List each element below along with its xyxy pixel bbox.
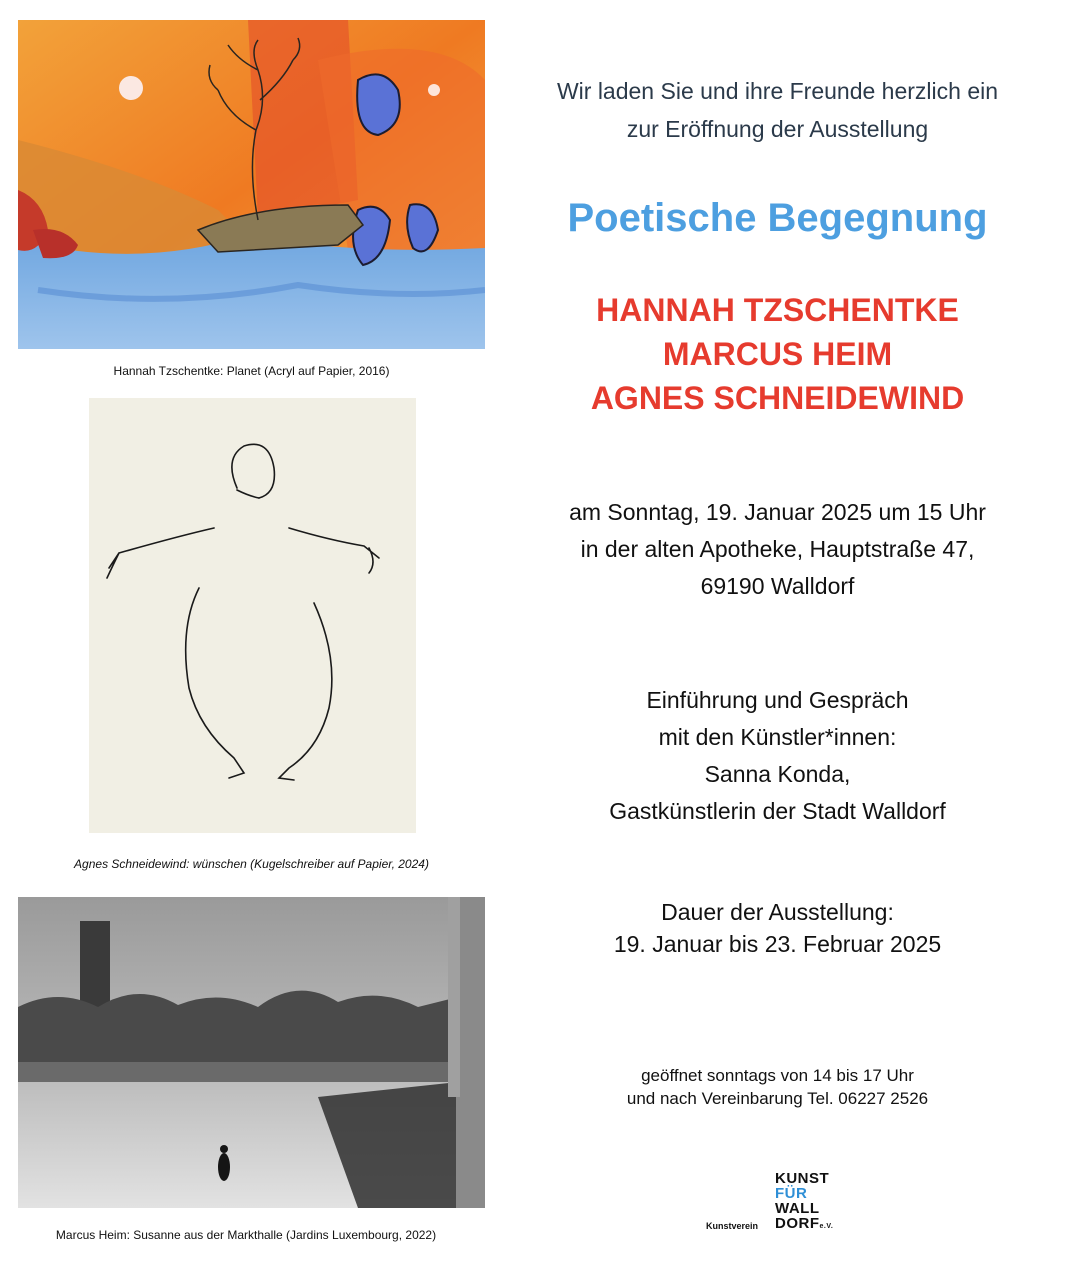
drawing-wuenschen: [89, 398, 416, 833]
event-date: am Sonntag, 19. Januar 2025 um 15 Uhr: [569, 499, 986, 525]
artist-name: HANNAH TZSCHENTKE: [596, 292, 959, 328]
kunstverein-label: Kunstverein: [706, 1221, 759, 1231]
event-details: [500, 494, 1055, 605]
photo-jardins-luxembourg: [18, 897, 485, 1208]
logo-line-3: WALL: [775, 1200, 820, 1217]
logo-line-2: FÜR: [775, 1185, 808, 1202]
logo-line-1: KUNST: [775, 1170, 830, 1187]
exhibition-duration: [500, 896, 1055, 960]
artist-name: AGNES SCHNEIDEWIND: [590, 380, 965, 416]
kunst-fuer-walldorf-logo: [775, 1171, 845, 1234]
introduction-talk: [500, 682, 1055, 830]
logo-line-4: DORF: [775, 1215, 820, 1232]
duration-dates: 19. Januar bis 23. Februar 2025: [613, 931, 942, 957]
talk-line-1: Einführung und Gespräch: [646, 687, 909, 713]
exhibition-title: Poetische Begegnung: [567, 196, 988, 240]
caption-painting-planet: Hannah Tzschentke: Planet (Acryl auf Papier, 2016): [113, 364, 390, 378]
caption-drawing-wuenschen: Agnes Schneidewind: wünschen (Kugelschreiber auf Papier, 2024): [74, 857, 429, 871]
hours-contact: und nach Vereinbarung Tel. 06227 2526: [626, 1089, 929, 1108]
duration-label: Dauer der Ausstellung:: [661, 899, 894, 925]
invitation-intro: [500, 72, 1055, 148]
talk-speaker: Sanna Konda,: [704, 761, 851, 787]
intro-line-2: zur Eröffnung der Ausstellung: [626, 116, 929, 142]
logo-suffix: e.V.: [819, 1223, 834, 1230]
hours-line-1: geöffnet sonntags von 14 bis 17 Uhr: [641, 1066, 914, 1085]
caption-photo-jardins-luxembourg: Marcus Heim: Susanne aus der Markthalle (Jardins Luxembourg, 2022): [55, 1228, 437, 1242]
talk-speaker-role: Gastkünstlerin der Stadt Walldorf: [609, 798, 946, 824]
intro-line-1: Wir laden Sie und ihre Freunde herzlich ein: [556, 78, 999, 104]
opening-hours: [500, 1064, 1055, 1110]
painting-planet: [18, 20, 485, 349]
artist-list: [500, 288, 1055, 420]
event-venue: in der alten Apotheke, Hauptstraße 47,: [580, 536, 975, 562]
artist-name: MARCUS HEIM: [662, 336, 893, 372]
event-city: 69190 Walldorf: [700, 573, 855, 599]
talk-line-2: mit den Künstler*innen:: [658, 724, 897, 750]
